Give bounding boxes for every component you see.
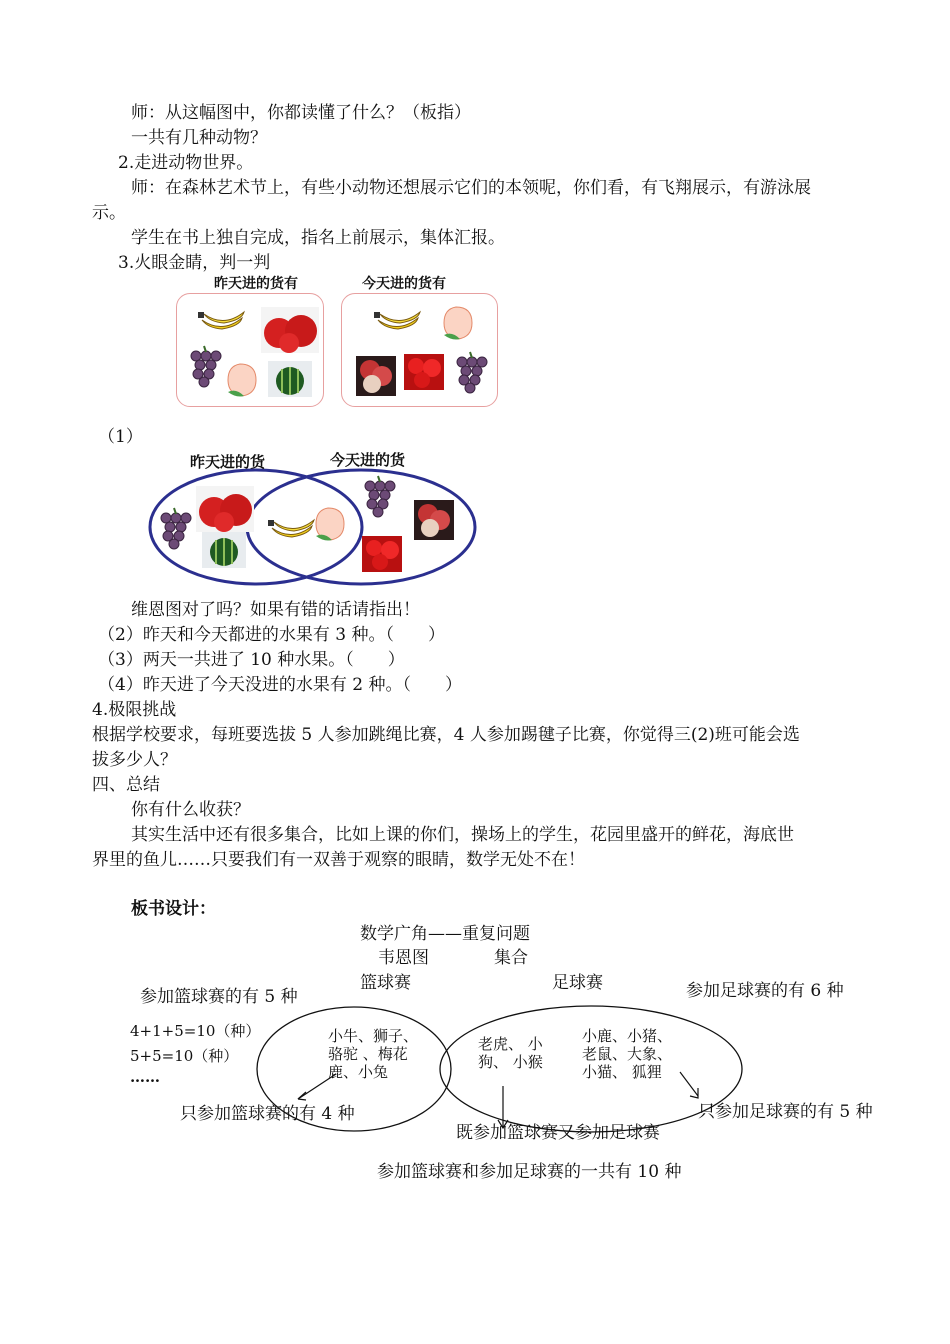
board-left-total: 参加篮球赛的有 5 种 xyxy=(140,987,298,1007)
venn-item-1-label: （1） xyxy=(98,427,143,447)
banana-icon xyxy=(198,312,244,329)
board-total-label: 参加篮球赛和参加足球赛的一共有 10 种 xyxy=(377,1162,682,1182)
litchi-icon xyxy=(356,356,396,396)
board-right-only-label: 只参加足球赛的有 5 种 xyxy=(698,1102,873,1122)
judge-item-4: （4）昨天进了今天没进的水果有 2 种。（ ） xyxy=(98,675,462,695)
student-line: 学生在书上独自完成，指名上前展示，集体汇报。 xyxy=(131,228,505,248)
strawberry-icon xyxy=(404,354,444,390)
section-2-title: 2.走进动物世界。 xyxy=(118,153,254,173)
board-left-only-2: 骆驼 、梅花 xyxy=(328,1045,408,1063)
board-right-only-1: 小鹿、小猪、 xyxy=(582,1027,673,1045)
board-both-2: 狗、 小猴 xyxy=(478,1053,543,1071)
judge-item-2: （2）昨天和今天都进的水果有 3 种。（ ） xyxy=(98,625,445,645)
venn-check-question: 维恩图对了吗？如果有错的话请指出！ xyxy=(131,600,420,620)
grape-icon xyxy=(191,346,221,387)
watermelon-icon xyxy=(268,361,312,397)
board-left-only-3: 鹿、小兔 xyxy=(328,1063,389,1081)
board-calc-1: 4+1+5=10（种） xyxy=(130,1022,261,1040)
board-calc-ellipsis: …… xyxy=(130,1068,160,1086)
board-both-label: 既参加篮球赛又参加足球赛 xyxy=(456,1123,660,1143)
today-goods-title: 今天进的货有 xyxy=(362,276,446,292)
apple-icon xyxy=(261,307,319,353)
board-left-set-name: 篮球赛 xyxy=(360,973,411,993)
section-3-title: 3.火眼金睛，判一判 xyxy=(118,253,271,273)
judge-item-3: （3）两天一共进了 10 种水果。（ ） xyxy=(98,650,405,670)
board-left-only-1: 小牛、狮子、 xyxy=(328,1027,419,1045)
board-calc-2: 5+5=10（种） xyxy=(130,1047,239,1065)
summary-title: 四、总结 xyxy=(92,775,160,795)
challenge-title: 4.极限挑战 xyxy=(92,700,177,720)
board-title: 数学广角——重复问题 xyxy=(360,924,530,944)
challenge-text-a: 根据学校要求，每班要选拔 5 人参加跳绳比赛，4 人参加踢毽子比赛，你觉得三(2)班可能会选 xyxy=(92,725,800,745)
summary-paragraph-b: 界里的鱼儿……只要我们有一双善于观察的眼睛，数学无处不在！ xyxy=(92,850,585,870)
question-animal-count: 一共有几种动物？ xyxy=(131,128,267,148)
teacher-line-2a: 师：在森林艺术节上，有些小动物还想展示它们的本领呢，你们看，有飞翔展示，有游泳展 xyxy=(131,178,811,198)
peach-icon xyxy=(228,364,256,397)
venn-left-title: 昨天进的货 xyxy=(190,453,266,471)
summary-paragraph-a: 其实生活中还有很多集合，比如上课的你们，操场上的学生，花园里盛开的鲜花，海底世 xyxy=(131,825,794,845)
board-heading: 板书设计： xyxy=(131,899,216,919)
peach-icon xyxy=(444,307,472,340)
grape-icon xyxy=(457,352,487,393)
teacher-line-2b: 示。 xyxy=(92,203,126,223)
challenge-text-b: 拔多少人？ xyxy=(92,750,177,770)
board-right-only-3: 小猫、 狐狸 xyxy=(582,1063,662,1081)
board-sub-venn: 韦恩图 xyxy=(378,948,429,968)
board-right-total: 参加足球赛的有 6 种 xyxy=(686,981,844,1001)
board-left-only-label: 只参加篮球赛的有 4 种 xyxy=(180,1104,355,1124)
venn-right-title: 今天进的货 xyxy=(330,451,406,469)
board-both-1: 老虎、 小 xyxy=(478,1035,543,1053)
board-right-only-2: 老鼠、大象、 xyxy=(582,1045,673,1063)
teacher-line-1: 师：从这幅图中，你都读懂了什么？（板指） xyxy=(131,103,471,123)
board-sub-set: 集合 xyxy=(494,948,528,968)
yesterday-goods-title: 昨天进的货有 xyxy=(214,276,298,292)
board-right-set-name: 足球赛 xyxy=(552,973,603,993)
summary-question: 你有什么收获？ xyxy=(131,800,250,820)
banana-icon xyxy=(374,312,420,329)
